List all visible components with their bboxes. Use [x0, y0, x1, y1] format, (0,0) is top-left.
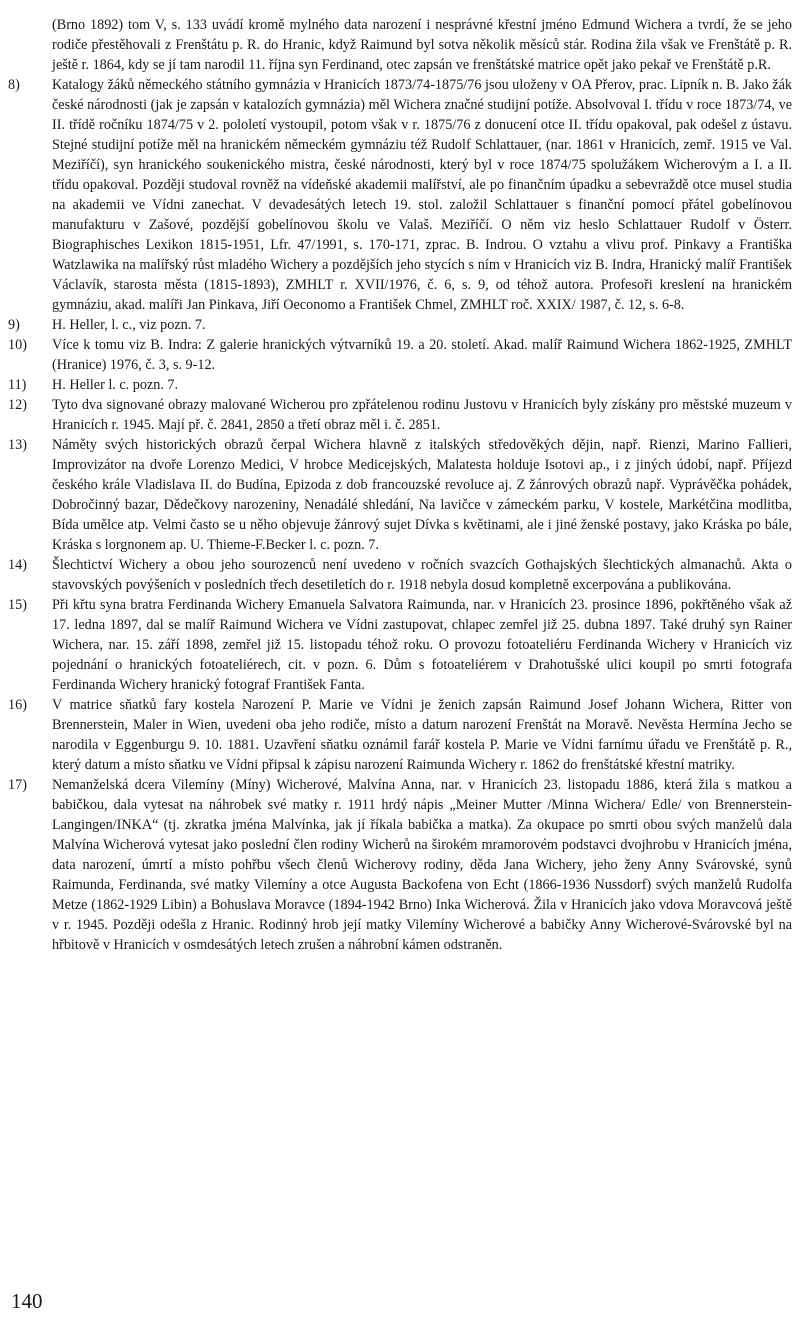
footnote-12 — [8, 395, 792, 435]
footnote-15 — [8, 595, 792, 695]
footnote-number: 15) — [8, 597, 27, 613]
footnote-text: H. Heller, l. c., viz pozn. 7. — [52, 317, 206, 333]
page-number: 140 — [11, 1289, 43, 1313]
footnote-text: Při křtu syna bratra Ferdinanda Wichery Emanuela Salvatora Raimunda, nar. v Hranicích 23. prosince 1896, pokřtěného však až 17. ledna 1897, dal se malíř Raimund Wichera ve Vídni zastupovat, chlapec zemřel již 25. dubna 1897. Také druhý syn Rainer Wichera, nar. 15. září 1898, zemřel již 15. listopadu téhož roku. O provozu fotoateliéru Ferdinanda Wichery v Hranicích viz pojednání o hranických fotoateliérech, cit. v pozn. 6. Dům s fotoateliérem v Drahotušské ulici koupil po smrti fotografa Ferdinanda Wichery hranický fotograf František Fanta. — [52, 597, 792, 693]
footnote-number: 14) — [8, 557, 27, 573]
footnote-17 — [8, 775, 792, 955]
footnotes — [8, 15, 792, 955]
footnote-number: 12) — [8, 397, 27, 413]
footnote-number: 16) — [8, 697, 27, 713]
footnote-text: Katalogy žáků německého státního gymnázia v Hranicích 1873/74-1875/76 jsou uloženy v OA Přerov, prac. Lipník n. B. Jako žák české národnosti (jak je zapsán v katalozích gymnázia) měl Wichera značné studijní potíže. Absolvoval I. třídu v roce 1873/74, ve II. třídě ročníku 1874/75 v 2. pololetí vystoupil, potom však v r. 1875/76 z donucení otce II. třídu opakoval, pak odešel z ústavu. Stejné studijní potíže měl na hranickém německém gymnáziu též Rudolf Schlattauer, (nar. 1861 v Hranicích, zemř. 1915 ve Val. Meziříčí), syn hranického soukenického mistra, české národnosti, který byl v roce 1874/75 spolužákem Wicherovým a I. a II. třídu opakoval. Později studoval rovněž na vídeňské akademii malířství, ale po finančním úpadku a sebevraždě otce musel studia na akademii ve Vídni zanechat. V devadesátých letech 19. stol. založil Schlattauer s finanční pomocí přátel gobelínovou manufakturu v Zašové, pozdější gobelínovou školu ve Valaš. Meziříčí. O něm viz heslo Schlattauer Rudolf v Österr. Biographisches Lexikon 1815-1951, Lfr. 47/1991, s. 170-171, zprac. B. Indrou. O vztahu a vlivu prof. Pinkavy a Františka Watzlawika na malířský růst mladého Wichery a pozdějších jeho stycích s ním v Hranicích viz B. Indra, Hranický malíř František Václavík, starosta města (1815-1893), ZMHLT r. XVII/1976, č. 6, s. 9, od téhož autora. Profesoři kreslení na hranickém gymnáziu, akad. malíři Jan Pinkava, Jiří Oeconomo a František Chmel, ZMHLT roč. XXIX/ 1987, č. 12, s. 6-8. — [52, 77, 792, 313]
footnote-number: 9) — [8, 317, 20, 333]
footnote-16 — [8, 695, 792, 775]
footnote-9 — [8, 315, 792, 335]
footnote-text: V matrice sňatků fary kostela Narození P. Marie ve Vídni je ženich zapsán Raimund Josef Johann Wichera, Ritter von Brennerstein, Maler in Wien, uvedeni oba jeho rodiče, místo a datum narození Frenštát na Moravě. Nevěsta Hermína Jecho se narodila v Eggenburgu 9. 10. 1881. Uzavření sňatku oznámil farář kostela P. Marie ve Vídni farnímu úřadu ve Frenštátě p. R., který datum a místo sňatku ve Vídni připsal k zápisu narození Raimunda Wichery r. 1862 do frenštátské křestní matriky. — [52, 697, 792, 773]
footnote-10 — [8, 335, 792, 375]
footnote-number: 11) — [8, 377, 27, 393]
footnote-number: 10) — [8, 337, 27, 353]
footnote-text: Šlechtictví Wichery a obou jeho sourozenců není uvedeno v ročních svazcích Gothajských šlechtických almanachů. Akta o stavovských povýšeních v posledních třech desetiletích do r. 1918 nebyla dosud kompletně excerpována a publikována. — [52, 557, 792, 593]
footnote-8 — [8, 75, 792, 315]
footnote-number: 17) — [8, 777, 27, 793]
footnote-text: H. Heller l. c. pozn. 7. — [52, 377, 179, 393]
footnote-text: (Brno 1892) tom V, s. 133 uvádí kromě mylného data narození i nesprávné křestní jméno Edmund Wichera a tvrdí, že se jeho rodiče přestěhovali z Frenštátu p. R. do Hranic, když Raimund byl sotva několik měsíců stár. Rodina žila však ve Frenštátě p. R. ještě r. 1864, kdy se jí tam narodil 11. října syn Ferdinand, otec zapsán ve frenštátské matrice opět jako pekař ve Frenštátě p.R. — [52, 17, 792, 73]
footnote-number: 8) — [8, 77, 20, 93]
footnote-text: Tyto dva signované obrazy malované Wicherou pro zpřátelenou rodinu Justovu v Hranicích byly získány pro městské muzeum v Hranicích r. 1945. Mají př. č. 2841, 2850 a třetí obraz měl i. č. 2851. — [52, 397, 792, 433]
footnote-11 — [8, 375, 792, 395]
footnote-text: Více k tomu viz B. Indra: Z galerie hranických výtvarníků 19. a 20. století. Akad. malíř Raimund Wichera 1862-1925, ZMHLT (Hranice) 1976, č. 3, s. 9-12. — [52, 337, 792, 373]
footnote-13 — [8, 435, 792, 555]
footnote-continuation — [8, 15, 792, 75]
footnote-14 — [8, 555, 792, 595]
footnote-number: 13) — [8, 437, 27, 453]
footnote-text: Nemanželská dcera Vilemíny (Míny) Wicherové, Malvína Anna, nar. v Hranicích 23. listopadu 1886, která žila s matkou a babičkou, dala vytesat na náhrobek své matky r. 1911 hrdý nápis „Meiner Mutter /Minna Wichera/ Edle/ von Brennerstein-Langingen/INKA“ (tj. zkratka jména Malvínka, jak jí říkala babička a matka). Za okupace po smrti obou svých manželů dala Malvína Wicherová vytesat jako poslední člen rodiny Wicherů na širokém mramorovém podstavci dvojhrobu v Hranicích jména, data narození, úmrtí a místo pohřbu všech členů Wicherovy rodiny, děda Jana Wichery, jeho ženy Anny Svárovské, synů Raimunda, Ferdinanda, své matky Vilemíny a otce Augusta Backofena von Echt (1866-1936 Nussdorf) svých manželů Rudolfa Metze (1862-1929 Libin) a Bohuslava Moravce (1894-1942 Brno) Inka Wicherová. Žila v Hranicích jako vdova Moravcová ještě v r. 1945. Později odešla z Hranic. Rodinný hrob její matky Vilemíny Wicherové a babičky Anny Wicherové-Svárovské byl na hřbitově v Hranicích v osmdesátých letech zrušen a náhrobní kámen odstraněn. — [52, 777, 792, 953]
footnote-text: Náměty svých historických obrazů čerpal Wichera hlavně z italských středověkých dějin, např. Rienzi, Marino Fallieri, Improvizátor na dvoře Lorenzo Medici, V hrobce Medicejských, Malatesta holduje Isotovi ap., i z jiných údobí, např. Příjezd českého krále Vladislava II. do Budína, Epizoda z dob francouzské revoluce aj. Z žánrových obrazů např. Vyprávěčka pohádek, Dobročinný bazar, Dědečkovy narozeniny, Nenadálé shledání, Na lavičce v zámeckém parku, V kostele, Markétčina modlitba, Bída umělce atp. Velmi často se u něho objevuje žánrový sujet Dívka s květinami, ale i jiné ženské postavy, jako Kráska po bále, Kráska s lorgnonem ap. U. Thieme-F.Becker l. c. pozn. 7. — [52, 437, 792, 553]
